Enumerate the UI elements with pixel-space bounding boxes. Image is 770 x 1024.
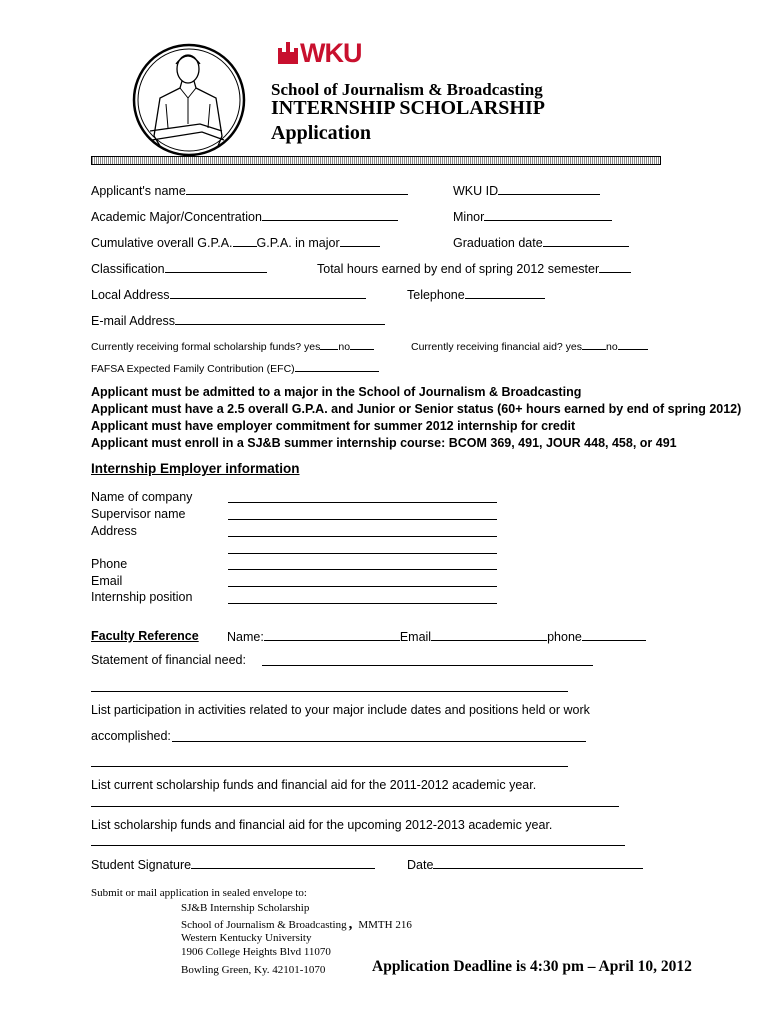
employer-email-input[interactable] xyxy=(228,586,497,587)
total-hours-field[interactable]: Total hours earned by end of spring 2012 semester xyxy=(317,261,631,276)
mailing-line-5: Bowling Green, Ky. 42101-1070 xyxy=(181,964,326,976)
faculty-fields[interactable]: Name: Email phone xyxy=(227,629,646,644)
gpa-field[interactable]: Cumulative overall G.P.A. G.P.A. in major xyxy=(91,235,380,250)
activities-input-2[interactable] xyxy=(91,766,568,767)
position-input[interactable] xyxy=(228,603,497,604)
activities-label-2: accomplished: xyxy=(91,729,171,743)
scholarship-funds-question[interactable]: Currently receiving formal scholarship funds? yes no xyxy=(91,340,374,353)
current-funds-label: List current scholarship funds and financial aid for the 2011-2012 academic year. xyxy=(91,778,537,792)
phone-input[interactable] xyxy=(228,569,497,570)
supervisor-label: Supervisor name xyxy=(91,507,186,521)
classification-field[interactable]: Classification xyxy=(91,261,267,276)
employer-heading: Internship Employer information xyxy=(91,461,300,476)
financial-need-input-1[interactable] xyxy=(262,665,593,666)
requirement-4: Applicant must enroll in a SJ&B summer internship course: BCOM 369, 491, JOUR 448, 458, or 491 xyxy=(91,436,677,450)
email-field[interactable]: E-mail Address xyxy=(91,313,385,328)
requirement-3: Applicant must have employer commitment for summer 2012 internship for credit xyxy=(91,419,576,433)
telephone-field[interactable]: Telephone xyxy=(407,287,545,302)
form-title: INTERNSHIP SCHOLARSHIP xyxy=(271,97,545,119)
financial-need-input-2[interactable] xyxy=(91,691,568,692)
address-label: Address xyxy=(91,524,137,538)
applicant-name-field[interactable]: Applicant's name xyxy=(91,183,408,198)
school-name: School of Journalism & Broadcasting xyxy=(271,80,543,99)
graduation-date-field[interactable]: Graduation date xyxy=(453,235,629,250)
financial-need-label: Statement of financial need: xyxy=(91,653,246,667)
upcoming-funds-input[interactable] xyxy=(91,845,625,846)
faculty-heading: Faculty Reference xyxy=(91,629,199,643)
requirement-1: Applicant must be admitted to a major in the School of Journalism & Broadcasting xyxy=(91,385,582,399)
major-field[interactable]: Academic Major/Concentration xyxy=(91,209,398,224)
header-divider xyxy=(91,156,661,165)
supervisor-input[interactable] xyxy=(228,519,497,520)
requirement-2: Applicant must have a 2.5 overall G.P.A. and Junior or Senior status (60+ hours earned by end of spring 2012) xyxy=(91,402,742,416)
mailing-line-1: SJ&B Internship Scholarship xyxy=(181,902,310,914)
date-field[interactable]: Date xyxy=(407,857,643,872)
wku-cupola-icon xyxy=(277,40,299,66)
form-subtitle: Application xyxy=(271,122,372,144)
employer-email-label: Email xyxy=(91,574,123,588)
student-signature-field[interactable]: Student Signature xyxy=(91,857,375,872)
activities-label-1: List participation in activities related to your major include dates and positions held or work xyxy=(91,703,590,717)
upcoming-funds-label: List scholarship funds and financial aid for the upcoming 2012-2013 academic year. xyxy=(91,818,553,832)
journalist-illustration xyxy=(130,36,248,164)
mailing-line-3: Western Kentucky University xyxy=(181,932,312,944)
minor-field[interactable]: Minor xyxy=(453,209,612,224)
address-input-2[interactable] xyxy=(228,553,497,554)
wku-id-field[interactable]: WKU ID xyxy=(453,183,600,198)
position-label: Internship position xyxy=(91,590,193,604)
company-label: Name of company xyxy=(91,490,193,504)
wku-logo: WKU xyxy=(300,38,362,68)
application-deadline: Application Deadline is 4:30 pm – April 10, 2012 xyxy=(372,958,692,975)
financial-aid-question[interactable]: Currently receiving financial aid? yes no xyxy=(411,340,648,353)
mailing-line-4: 1906 College Heights Blvd 11070 xyxy=(181,946,331,958)
address-input-1[interactable] xyxy=(228,536,497,537)
activities-input-1[interactable] xyxy=(172,741,586,742)
mailing-intro: Submit or mail application in sealed envelope to: xyxy=(91,887,307,899)
mailing-line-2: School of Journalism & Broadcasting , MMTH 216 xyxy=(181,916,412,932)
company-input[interactable] xyxy=(228,502,497,503)
phone-label: Phone xyxy=(91,557,128,571)
fafsa-field[interactable]: FAFSA Expected Family Contribution (EFC) xyxy=(91,362,379,375)
local-address-field[interactable]: Local Address xyxy=(91,287,366,302)
current-funds-input[interactable] xyxy=(91,806,619,807)
